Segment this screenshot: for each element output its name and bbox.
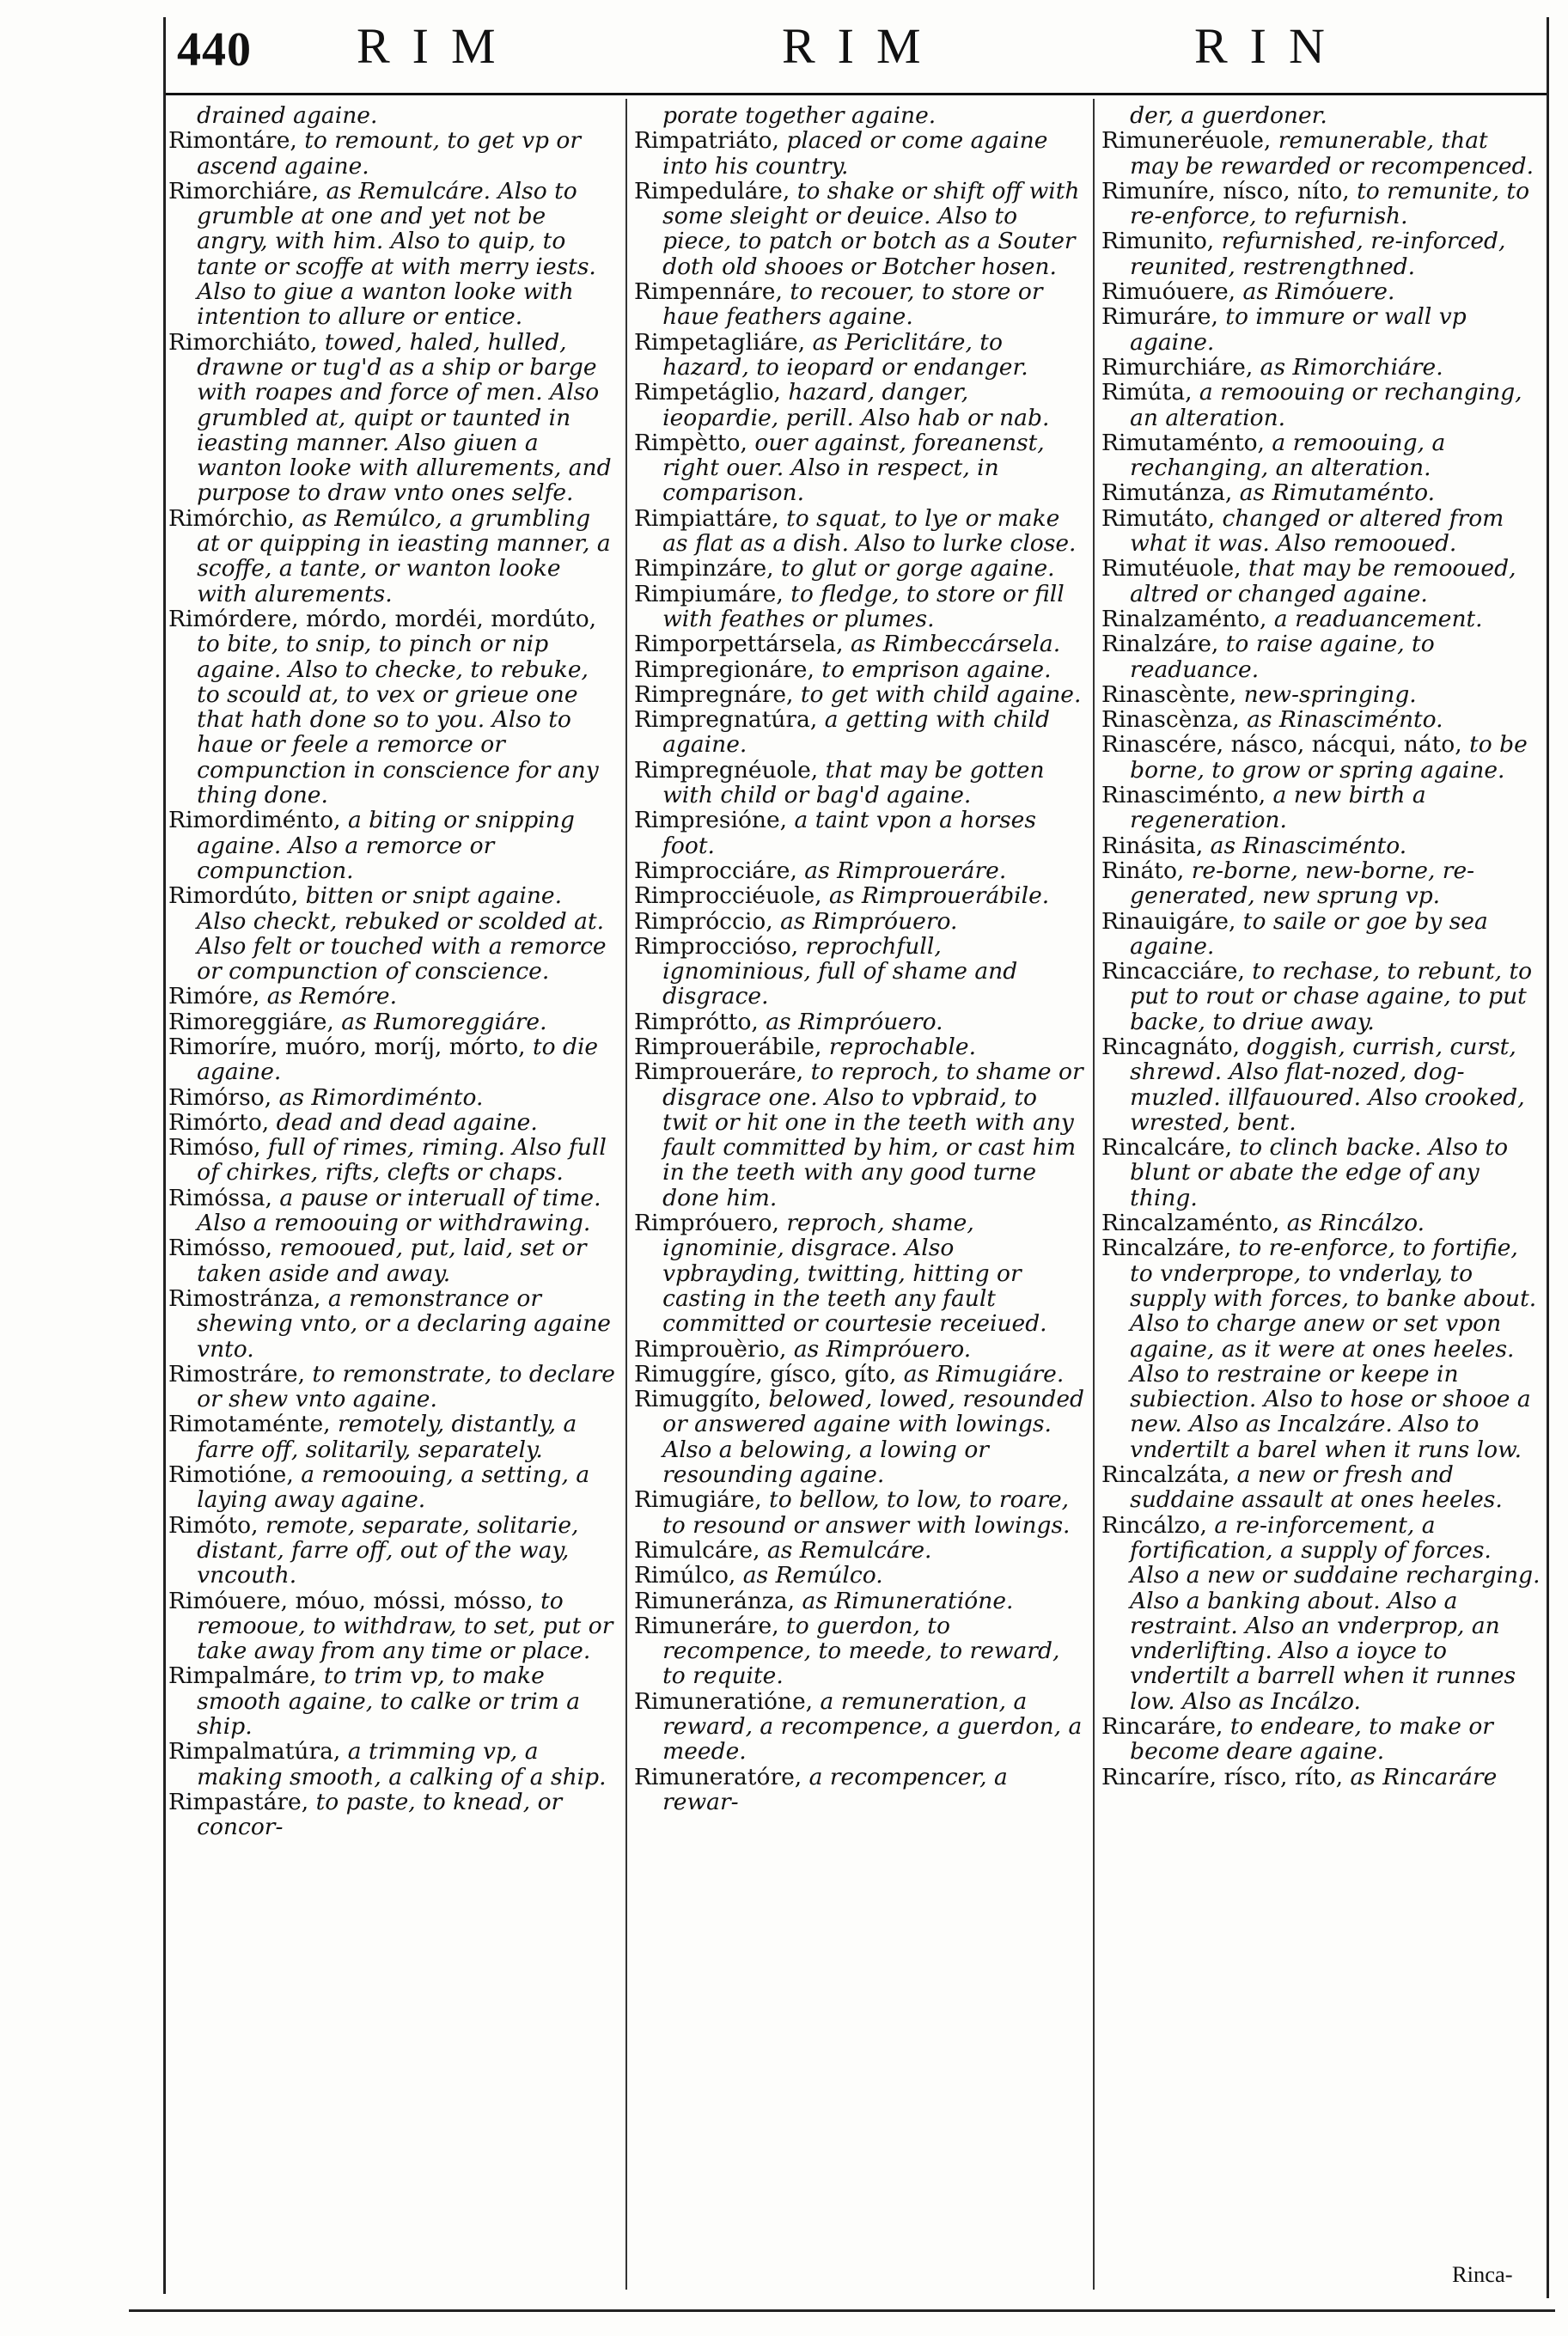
entry-headword: Rincaríre, rísco, ríto,: [1101, 1763, 1344, 1790]
entry-definition: as Periclitáre, to hazard, to ieopard or endanger.: [662, 328, 1028, 381]
dictionary-entry: [634, 380, 1088, 430]
dictionary-entry: [634, 430, 1088, 506]
entry-headword: Rimpalmatúra,: [168, 1738, 341, 1766]
entry-definition: a biting or snipping againe. Also a remorce or compunction.: [197, 807, 575, 884]
entry-headword: Rimotióne,: [168, 1461, 294, 1489]
dictionary-entry: [634, 758, 1088, 808]
dictionary-entry: [168, 1186, 617, 1236]
entry-headword: Rinascènza,: [1101, 706, 1240, 734]
dictionary-entry: [1101, 607, 1541, 631]
dictionary-entry: [1101, 1235, 1541, 1462]
entry-headword: Rimórchio,: [168, 504, 295, 532]
entry-definition: to remonstrate, to declare or shew vnto againe.: [197, 1360, 615, 1413]
dictionary-entry: [634, 883, 1088, 908]
entry-headword: Rimpresióne,: [634, 807, 788, 834]
page-frame-right: [1547, 17, 1549, 2298]
column-rule: [625, 99, 627, 2290]
entry-headword: Rimuneráre,: [634, 1612, 779, 1639]
dictionary-entry: [1101, 1462, 1541, 1513]
dictionary-entry: [1101, 279, 1541, 304]
entry-headword: Rimpatriáto,: [634, 127, 779, 155]
dictionary-entry: [634, 909, 1088, 934]
dictionary-entry: [634, 128, 1088, 179]
entry-headword: Rimunito,: [1101, 228, 1215, 255]
dictionary-entry: [1101, 707, 1541, 732]
entry-headword: Rimórto,: [168, 1108, 270, 1136]
entry-definition: as Rimugiáre.: [896, 1360, 1065, 1388]
dictionary-entry: [634, 1337, 1088, 1362]
entry-headword: Rimontáre,: [168, 127, 297, 155]
entry-headword: Rincalcáre,: [1101, 1134, 1233, 1162]
entry-definition: as Remulcáre. Also to grumble at one and yet not be angry, with him. Also to quip, to tante or scoffe at with merry iests. Also to giue a wanton looke with intention to allure or entice.: [197, 177, 596, 331]
dictionary-entry: [1101, 103, 1541, 128]
dictionary-entry: [1101, 480, 1541, 505]
entry-definition: to die againe.: [197, 1033, 599, 1086]
entry-definition: to remooue, to withdraw, to set, put or take away from any time or place.: [197, 1587, 613, 1665]
entry-headword: Rimprocciáre,: [634, 857, 797, 884]
dictionary-entry: [168, 1034, 617, 1085]
entry-definition: a remoouing, a rechanging, an alteration.: [1130, 429, 1446, 482]
dictionary-entry: [634, 103, 1088, 128]
entry-definition: a recompencer, a rewar-: [662, 1763, 1008, 1815]
dictionary-entry: [168, 1235, 617, 1286]
dictionary-entry: [634, 506, 1088, 557]
entry-definition: to remount, to get vp or ascend againe.: [197, 127, 582, 180]
entry-definition: as Remóre.: [259, 983, 398, 1010]
entry-definition: to trim vp, to make smooth againe, to calke or trim a ship.: [197, 1662, 581, 1740]
dictionary-entry: [634, 556, 1088, 581]
entry-headword: Rimóuere, móuo, móssi, mósso,: [168, 1587, 534, 1614]
entry-headword: Rimotaménte,: [168, 1411, 331, 1438]
dictionary-entry: [1101, 1135, 1541, 1211]
entry-headword: Rimutáto,: [1101, 504, 1216, 532]
entry-headword: Rimprocciéuole,: [634, 882, 822, 910]
entry-definition: remunerable, that may be rewarded or recompenced.: [1130, 127, 1534, 180]
entry-definition: to saile or goe by sea againe.: [1130, 907, 1488, 960]
dictionary-column-2: [634, 103, 1088, 1815]
entry-headword: Rimutánza,: [1101, 479, 1233, 507]
dictionary-column-3: [1101, 103, 1541, 1790]
entry-definition: to guerdon, to recompence, to meede, to reward, to requite.: [662, 1612, 1060, 1690]
entry-headword: Rimpetáglio,: [634, 379, 781, 406]
dictionary-entry: [1101, 909, 1541, 960]
dictionary-entry: [168, 1739, 617, 1790]
entry-headword: Rincalzáta,: [1101, 1461, 1230, 1489]
entry-definition: as Rimuneratióne.: [795, 1587, 1014, 1614]
dictionary-entry: [634, 1765, 1088, 1815]
entry-definition: to clinch backe. Also to blunt or abate the edge of any thing.: [1130, 1134, 1509, 1211]
entry-headword: Rincaráre,: [1101, 1713, 1223, 1740]
dictionary-entry: [1101, 1513, 1541, 1714]
entry-headword: Rimprouerábile,: [634, 1033, 822, 1060]
entry-headword: Rimordúto,: [168, 882, 299, 910]
entry-definition: as Rimordiménto.: [272, 1083, 484, 1111]
entry-definition: refurnished, re-inforced, reunited, restrengthned.: [1130, 228, 1506, 280]
entry-headword: Rimpetagliáre,: [634, 328, 806, 356]
entry-headword: Rimprótto,: [634, 1008, 759, 1035]
dictionary-entry: [1101, 732, 1541, 783]
dictionary-entry: [634, 1009, 1088, 1034]
entry-headword: Rimordiménto,: [168, 807, 341, 834]
entry-headword: Rimóto,: [168, 1511, 259, 1539]
dictionary-entry: [1101, 1765, 1541, 1790]
catchword: Rinca-: [1452, 2261, 1513, 2287]
dictionary-entry: [168, 1412, 617, 1462]
entry-definition: full of rimes, riming. Also full of chirkes, rifts, clefts or chaps.: [197, 1134, 607, 1186]
dictionary-entry: [168, 1663, 617, 1739]
dictionary-entry: [1101, 682, 1541, 707]
dictionary-entry: [168, 1135, 617, 1186]
dictionary-entry: [1101, 1034, 1541, 1135]
entry-headword: Rimúlco,: [634, 1562, 736, 1589]
dictionary-entry: [634, 1589, 1088, 1613]
entry-definition: as Rimutaménto.: [1232, 479, 1436, 507]
entry-definition: a remonstrance or shewing vnto, or a declaring againe vnto.: [197, 1284, 611, 1363]
dictionary-entry: [634, 1034, 1088, 1059]
dictionary-entry: [634, 1689, 1088, 1765]
entry-headword: Rimorchiáto,: [168, 328, 318, 356]
dictionary-entry: [1101, 556, 1541, 607]
entry-headword: Rincálzo,: [1101, 1511, 1207, 1539]
entry-headword: Rimpróuero,: [634, 1210, 779, 1237]
entry-definition: ouer against, foreanenst, right ouer. Also in respect, in comparison.: [662, 429, 1045, 507]
entry-definition: to recouer, to store or haue feathers againe.: [662, 278, 1043, 331]
entry-headword: Rimóssa,: [168, 1184, 272, 1211]
dictionary-entry: [634, 1059, 1088, 1211]
entry-definition: as Rimpróuero.: [786, 1335, 972, 1363]
entry-definition: to endeare, to make or become deare againe.: [1130, 1713, 1493, 1766]
entry-definition: as Rimpróuero.: [772, 907, 958, 935]
dictionary-entry: [1101, 506, 1541, 557]
entry-headword: Rinasciménto,: [1101, 782, 1266, 809]
dictionary-entry: [1101, 1211, 1541, 1235]
entry-headword: Rimuneratióne,: [634, 1687, 814, 1715]
entry-definition: a re-inforcement, a fortification, a supply of forces. Also a new or suddaine recharging. Also a banking about. Also a restraint. Also an vnderprop, an vnderlifting. Also a ioyce to vndertilt a barrell when it runnes low. Also as Incálzo.: [1130, 1511, 1541, 1715]
dictionary-entry: [1101, 430, 1541, 481]
entry-headword: Rincagnáto,: [1101, 1033, 1240, 1060]
dictionary-entry: [634, 657, 1088, 682]
entry-headword: Rimpregnéuole,: [634, 756, 819, 784]
entry-headword: Rimproueráre,: [634, 1058, 804, 1086]
entry-definition: doggish, currish, curst, shrewd. Also flat-nozed, dog-muzled. illfauoured. Also crooked, wrested, bent.: [1130, 1033, 1525, 1136]
entry-headword: Rimporpettársela,: [634, 631, 844, 658]
entry-definition: a remoouing, a setting, a laying away againe.: [197, 1461, 590, 1514]
entry-headword: Rimuóuere,: [1101, 278, 1236, 306]
entry-headword: Rimorchiáre,: [168, 177, 320, 204]
dictionary-entry: [168, 1085, 617, 1110]
entry-definition: a pause or interuall of time. Also a remoouing or withdrawing.: [197, 1184, 601, 1237]
entry-headword: Rimpennáre,: [634, 278, 783, 306]
dictionary-entry: [1101, 380, 1541, 430]
entry-definition: to remunite, to re-enforce, to refurnish.: [1130, 177, 1530, 230]
dictionary-entry: [168, 1790, 617, 1840]
dictionary-entry: [168, 883, 617, 984]
entry-definition: to fledge, to store or fill with feathes or plumes.: [662, 580, 1065, 632]
entry-definition: as Rinasciménto.: [1239, 706, 1443, 734]
dictionary-entry: [634, 1487, 1088, 1538]
entry-headword: Rimpiattáre,: [634, 504, 779, 532]
entry-headword: Rimostráre,: [168, 1360, 305, 1388]
entry-definition: porate together againe.: [662, 102, 937, 129]
entry-headword: Rimpètto,: [634, 429, 747, 456]
page-header: [163, 17, 1538, 77]
guide-word-left: RIM: [357, 18, 518, 74]
entry-headword: Rimprocciόso,: [634, 932, 799, 960]
entry-headword: Rimpalmáre,: [168, 1662, 317, 1690]
entry-definition: reprochable.: [821, 1033, 977, 1060]
dictionary-entry: [634, 1387, 1088, 1487]
entry-definition: a remuneration, a reward, a recompence, a guerdon, a meede.: [662, 1687, 1083, 1766]
entry-headword: Rimutaménto,: [1101, 429, 1265, 456]
entry-definition: remote, separate, solitarie, distant, farre off, out of the way, vncouth.: [197, 1511, 579, 1589]
header-rule: [163, 93, 1548, 95]
entry-headword: Rimpróccio,: [634, 907, 773, 935]
dictionary-entry: [634, 1362, 1088, 1387]
entry-definition: as Rimbeccársela.: [843, 631, 1061, 658]
entry-definition: to immure or wall vp againe.: [1130, 303, 1467, 356]
entry-headword: Rimóso,: [168, 1134, 261, 1162]
guide-word-center: RIM: [782, 18, 943, 74]
entry-definition: reprochfull, ignominious, full of shame and disgrace.: [662, 932, 1018, 1010]
entry-headword: Rimoreggiáre,: [168, 1008, 334, 1035]
dictionary-entry: [1101, 833, 1541, 858]
entry-headword: Rincalzáre,: [1101, 1235, 1232, 1262]
dictionary-entry: [634, 1538, 1088, 1563]
dictionary-entry: [168, 1589, 617, 1664]
entry-headword: Rimuggíre, gísco, gíto,: [634, 1360, 897, 1388]
entry-definition: der, a guerdoner.: [1130, 102, 1327, 129]
entry-definition: to re-enforce, to fortifie, to vnderprope, to vnderlay, to supply with forces, to banke about. Also to charge anew or set vpon againe, as it were at ones heeles. Also to restraine or keepe in subiection. Also to hose or shooe a new. Also as Incalzáre. Also to vndertilt a barel when it runs low.: [1130, 1235, 1537, 1463]
column-rule: [1093, 99, 1095, 2290]
entry-headword: Rimprouèrio,: [634, 1335, 787, 1363]
dictionary-entry: [168, 1513, 617, 1589]
dictionary-entry: [634, 1211, 1088, 1336]
dictionary-entry: [1101, 783, 1541, 833]
entry-definition: to get with child againe.: [793, 680, 1082, 708]
entry-definition: as Rincaráre: [1343, 1763, 1498, 1790]
entry-definition: a taint vpon a horses foot.: [662, 807, 1036, 859]
entry-definition: towed, haled, hulled, drawne or tug'd as a ship or barge with roapes and force of men. Also grumbled at, quipt or taunted in ieasting manner. Also giuen a wanton looke with allurements, and purpose to draw vnto ones selfe.: [197, 328, 612, 507]
entry-headword: Rimóre,: [168, 983, 260, 1010]
entry-headword: Rimurchiáre,: [1101, 353, 1254, 381]
entry-definition: a trimming vp, a making smooth, a calking of a ship.: [197, 1738, 607, 1790]
dictionary-entry: [1101, 355, 1541, 380]
entry-definition: to reproch, to shame or disgrace one. Also to vpbraid, to twit or hit one in the teeth with any fault committed by him, or cast him in the teeth with any good turne done him.: [662, 1058, 1083, 1211]
entry-headword: Rimuneréuole,: [1101, 127, 1272, 155]
entry-headword: Rinascènte,: [1101, 680, 1237, 708]
dictionary-entry: [168, 1009, 617, 1034]
page-frame-bottom: [129, 2309, 1555, 2312]
page-frame-left: [163, 17, 166, 2294]
dictionary-entry: [168, 1286, 617, 1362]
dictionary-column-1: [168, 103, 617, 1839]
entry-definition: to raise againe, to readuance.: [1130, 631, 1435, 683]
entry-headword: Rimuggíto,: [634, 1386, 762, 1413]
entry-headword: Rinásita,: [1101, 832, 1204, 859]
dictionary-entry: [168, 984, 617, 1009]
entry-definition: to be borne, to grow or spring againe.: [1130, 731, 1528, 784]
entry-definition: as Rimpróuero.: [758, 1008, 943, 1035]
dictionary-entry: [168, 103, 617, 128]
entry-definition: a new birth a regeneration.: [1130, 782, 1426, 834]
entry-headword: Rimórso,: [168, 1083, 272, 1111]
entry-definition: as Remúlco.: [735, 1562, 883, 1589]
entry-headword: Rinalzaménto,: [1101, 605, 1267, 632]
entry-definition: remotely, distantly, a farre off, solitarily, separately.: [197, 1411, 577, 1463]
entry-definition: to glut or gorge againe.: [773, 555, 1055, 582]
entry-definition: that may be remooued, altred or changed againe.: [1130, 555, 1516, 607]
entry-headword: Rinascére, násco, nácqui, náto,: [1101, 731, 1462, 759]
entry-definition: dead and dead againe.: [269, 1108, 538, 1136]
entry-definition: re-borne, new-borne, re-generated, new sprung vp.: [1130, 857, 1475, 910]
entry-definition: as Remulcáre.: [760, 1536, 932, 1564]
dictionary-entry: [1101, 858, 1541, 909]
entry-headword: Rimpregnatúra,: [634, 706, 818, 734]
entry-headword: Rimpastáre,: [168, 1788, 309, 1815]
entry-headword: Rimpiumáre,: [634, 580, 784, 607]
entry-definition: to rechase, to rebunt, to put to rout or chase againe, to put backe, to driue away.: [1130, 958, 1533, 1035]
entry-definition: hazard, danger, ieopardie, perill. Also hab or nab.: [662, 379, 1050, 431]
entry-definition: as Rincálzo.: [1279, 1210, 1425, 1237]
dictionary-entry: [634, 582, 1088, 632]
dictionary-entry: [168, 607, 617, 808]
dictionary-entry: [168, 330, 617, 506]
entry-definition: changed or altered from what it was. Also remooued.: [1130, 504, 1504, 558]
dictionary-entry: [1101, 631, 1541, 682]
entry-headword: Rimuneratóre,: [634, 1763, 802, 1790]
dictionary-entry: [168, 179, 617, 330]
dictionary-entry: [634, 330, 1088, 381]
dictionary-entry: [634, 808, 1088, 858]
entry-definition: that may be gotten with child or bag'd againe.: [662, 756, 1045, 809]
entry-headword: Rimpinzáre,: [634, 555, 774, 582]
entry-definition: as Rimorchiáre.: [1253, 353, 1443, 381]
entry-headword: Rináto,: [1101, 857, 1185, 884]
entry-headword: Rimúta,: [1101, 379, 1193, 406]
entry-headword: Rimostránza,: [168, 1284, 321, 1312]
dictionary-entry: [1101, 179, 1541, 229]
dictionary-entry: [168, 1462, 617, 1513]
page-number: 440: [177, 23, 252, 76]
entry-headword: Rimpeduláre,: [634, 177, 790, 204]
dictionary-entry: [634, 934, 1088, 1009]
entry-headword: Rimuníre, nísco, níto,: [1101, 177, 1350, 204]
entry-headword: Rincalzaménto,: [1101, 1210, 1280, 1237]
entry-definition: as Remúlco, a grumbling at or quipping in ieasting manner, a scoffe, a tante, or wanton looke with alurements.: [197, 504, 611, 607]
entry-headword: Rimósso,: [168, 1235, 273, 1262]
entry-definition: to squat, to lye or make as flat as a dish. Also to lurke close.: [662, 504, 1077, 558]
entry-definition: to bite, to snip, to pinch or nip againe. Also to checke, to rebuke, to scould at, to vex or grieue one that hath done so to you. Also to haue or feele a remorce or compunction in conscience for any thing done.: [197, 631, 599, 809]
entry-definition: a remoouing or rechanging, an alteration.: [1130, 379, 1522, 431]
dictionary-entry: [1101, 128, 1541, 179]
entry-definition: to paste, to knead, or concor-: [197, 1788, 563, 1841]
dictionary-entry: [1101, 959, 1541, 1034]
dictionary-entry: [634, 1563, 1088, 1588]
dictionary-entry: [634, 631, 1088, 656]
entry-definition: a readuancement.: [1266, 605, 1483, 632]
dictionary-entry: [634, 858, 1088, 883]
entry-headword: Rinauigáre,: [1101, 907, 1236, 935]
dictionary-entry: [634, 707, 1088, 758]
entry-headword: Rimulcáre,: [634, 1536, 760, 1564]
dictionary-entry: [634, 179, 1088, 279]
entry-definition: belowed, lowed, resounded or answered againe with lowings. Also a belowing, a lowing or resounding againe.: [662, 1386, 1084, 1489]
entry-headword: Rimpregnáre,: [634, 680, 794, 708]
entry-definition: as Rimóuere.: [1235, 278, 1395, 306]
dictionary-entry: [634, 279, 1088, 330]
entry-headword: Rincacciáre,: [1101, 958, 1245, 985]
dictionary-entry: [168, 808, 617, 883]
entry-definition: remooued, put, laid, set or taken aside and away.: [197, 1235, 587, 1287]
entry-definition: as Rinasciménto.: [1203, 832, 1407, 859]
entry-headword: Rimpregionáre,: [634, 656, 815, 683]
entry-definition: a new or fresh and suddaine assault at ones heeles.: [1130, 1461, 1503, 1514]
dictionary-entry: [634, 1613, 1088, 1689]
entry-headword: Rimuneránza,: [634, 1587, 796, 1614]
entry-headword: Rimutéuole,: [1101, 555, 1242, 582]
dictionary-entry: [168, 128, 617, 179]
entry-definition: to shake or shift off with some sleight or deuice. Also to piece, to patch or botch as a Souter doth old shooes or Botcher hosen.: [662, 177, 1080, 280]
entry-definition: drained againe.: [197, 102, 378, 129]
entry-headword: Rinalzáre,: [1101, 631, 1219, 658]
entry-headword: Rimoríre, muóro, moríj, mórto,: [168, 1033, 526, 1060]
entry-definition: to bellow, to low, to roare, to resound or answer with lowings.: [662, 1486, 1071, 1539]
dictionary-entry: [634, 682, 1088, 707]
entry-definition: new-springing.: [1236, 680, 1417, 708]
dictionary-entry: [168, 1110, 617, 1135]
entry-headword: Rimórdere, mórdo, mordéi, mordúto,: [168, 605, 597, 632]
entry-headword: Rimuráre,: [1101, 303, 1218, 331]
entry-definition: as Rimproueráre.: [796, 857, 1007, 884]
dictionary-entry: [168, 1362, 617, 1412]
guide-word-right: RIN: [1194, 18, 1347, 74]
dictionary-entry: [1101, 1714, 1541, 1765]
entry-definition: as Rimprouerábile.: [821, 882, 1050, 910]
entry-definition: bitten or snipt againe. Also checkt, rebuked or scolded at. Also felt or touched with a remorce or compunction of conscience.: [197, 882, 607, 985]
entry-headword: Rimugiáre,: [634, 1486, 762, 1514]
dictionary-entry: [1101, 304, 1541, 355]
dictionary-entry: [168, 506, 617, 607]
entry-definition: to emprison againe.: [814, 656, 1052, 683]
entry-definition: reproch, shame, ignominie, disgrace. Also vpbrayding, twitting, hitting or casting in the teeth any fault committed or courtesie receiued.: [662, 1210, 1047, 1338]
entry-definition: placed or come againe into his country.: [662, 127, 1048, 180]
entry-definition: as Rumoreggiáre.: [333, 1008, 547, 1035]
dictionary-entry: [1101, 229, 1541, 279]
entry-definition: a getting with child againe.: [662, 706, 1050, 759]
